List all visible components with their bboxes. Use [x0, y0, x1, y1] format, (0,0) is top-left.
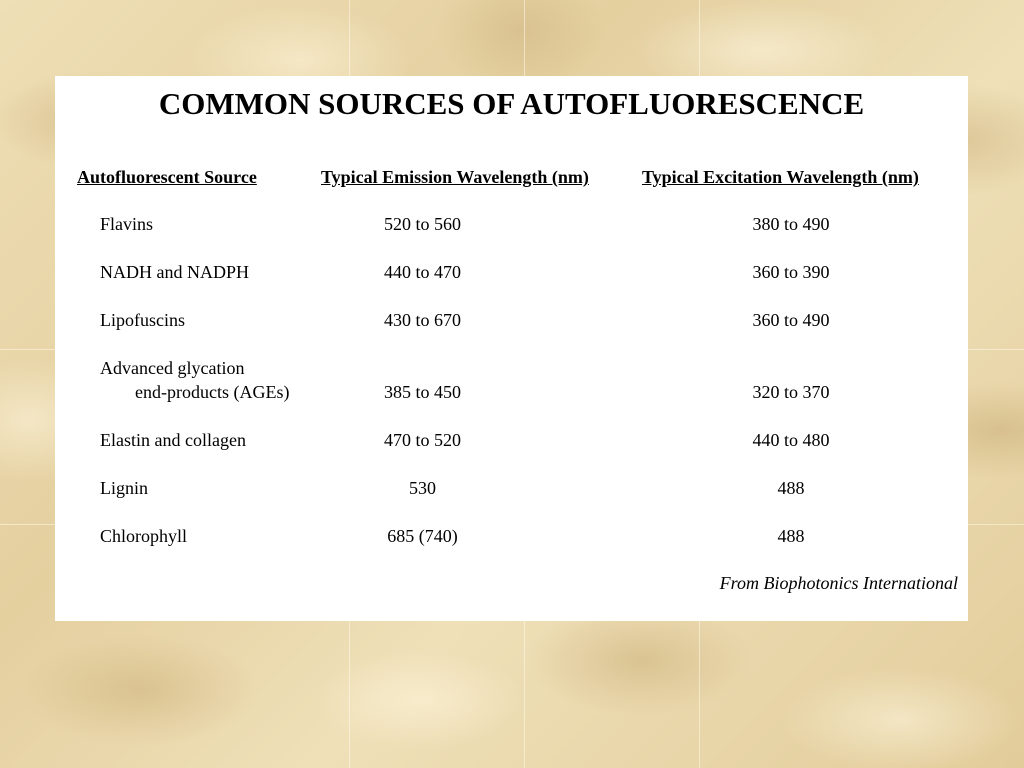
- table-row: [55, 308, 968, 356]
- excitation-cell: 488: [777, 478, 805, 498]
- excitation-cell: 360 to 490: [752, 310, 830, 330]
- table-row: [55, 524, 968, 572]
- table-row: [55, 428, 968, 476]
- source-cell: Advanced glycation: [100, 358, 245, 378]
- emission-cell: 385 to 450: [383, 382, 461, 402]
- header-excitation: Typical Excitation Wavelength (nm): [642, 167, 919, 187]
- table-row: [55, 476, 968, 524]
- header-source: Autofluorescent Source: [77, 167, 257, 187]
- emission-cell: 430 to 670: [383, 310, 461, 330]
- source-cell: NADH and NADPH: [100, 262, 249, 282]
- emission-cell: 530: [409, 478, 436, 498]
- content-panel: [55, 76, 968, 621]
- emission-cell: 520 to 560: [383, 214, 461, 234]
- excitation-cell: 380 to 490: [752, 214, 830, 234]
- table-row: [55, 260, 968, 308]
- table-row: [55, 212, 968, 260]
- slide-title: COMMON SOURCES OF AUTOFLUORESCENCE: [158, 86, 865, 121]
- source-cell: Flavins: [100, 214, 154, 234]
- source-cell-continuation: end-products (AGEs): [135, 382, 290, 402]
- emission-cell: 685 (740): [387, 526, 458, 546]
- excitation-cell: 440 to 480: [752, 430, 830, 450]
- excitation-cell: 488: [777, 526, 805, 546]
- emission-cell: 470 to 520: [383, 430, 461, 450]
- source-cell: Lignin: [100, 478, 148, 498]
- source-cell: Elastin and collagen: [100, 430, 246, 450]
- table-row: [55, 356, 968, 404]
- source-cell: Lipofuscins: [100, 310, 185, 330]
- emission-cell: 440 to 470: [383, 262, 461, 282]
- source-cell: Chlorophyll: [100, 526, 188, 546]
- header-emission: Typical Emission Wavelength (nm): [321, 167, 589, 187]
- excitation-cell: 360 to 390: [752, 262, 830, 282]
- source-credit: From Biophotonics International: [719, 573, 958, 593]
- excitation-cell: 320 to 370: [752, 382, 830, 402]
